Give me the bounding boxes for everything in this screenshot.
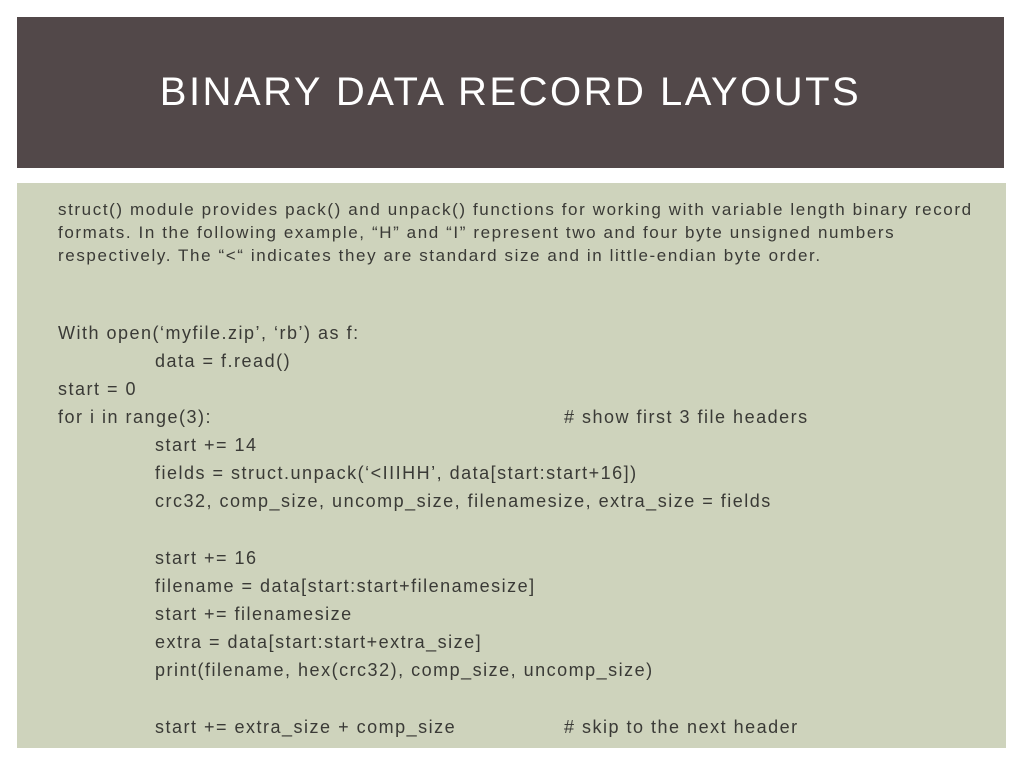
- code-line-start-zero: start = 0: [58, 379, 138, 399]
- code-line-data-read: data = f.read(): [155, 351, 292, 371]
- code-line-start-plus-14: start += 14: [155, 435, 258, 455]
- code-line-fields-unpack: fields = struct.unpack(‘<IIIHH’, data[start:start+16]): [155, 463, 638, 483]
- code-line-start-plus-filenamesize: start += filenamesize: [155, 604, 353, 624]
- slide-content: [17, 183, 1006, 748]
- intro-paragraph: struct() module provides pack() and unpack() functions for working with variable length binary record formats. In the following example, “H” and “I” represent two and four byte unsigned numbers respectively. The “<“ indicates they are standard size and in little-endian byte order.: [58, 200, 973, 265]
- code-line-with-open: With open(‘myfile.zip’, ‘rb’) as f:: [58, 323, 360, 343]
- code-comment-show-headers: # show first 3 file headers: [564, 407, 809, 427]
- code-line-skip-header: start += extra_size + comp_size: [155, 717, 457, 737]
- code-comment-skip-header: # skip to the next header: [564, 717, 799, 737]
- code-line-extra: extra = data[start:start+extra_size]: [155, 632, 483, 652]
- slide-title: BINARY DATA RECORD LAYOUTS: [159, 70, 862, 114]
- code-line-print: print(filename, hex(crc32), comp_size, uncomp_size): [155, 660, 654, 680]
- slide-title-bar: [17, 17, 1004, 168]
- code-line-filename: filename = data[start:start+filenamesize]: [155, 576, 536, 596]
- code-line-start-plus-16: start += 16: [155, 548, 258, 568]
- code-line-field-assignment: crc32, comp_size, uncomp_size, filenamesize, extra_size = fields: [155, 491, 772, 511]
- code-line-for-loop: for i in range(3):: [58, 407, 213, 427]
